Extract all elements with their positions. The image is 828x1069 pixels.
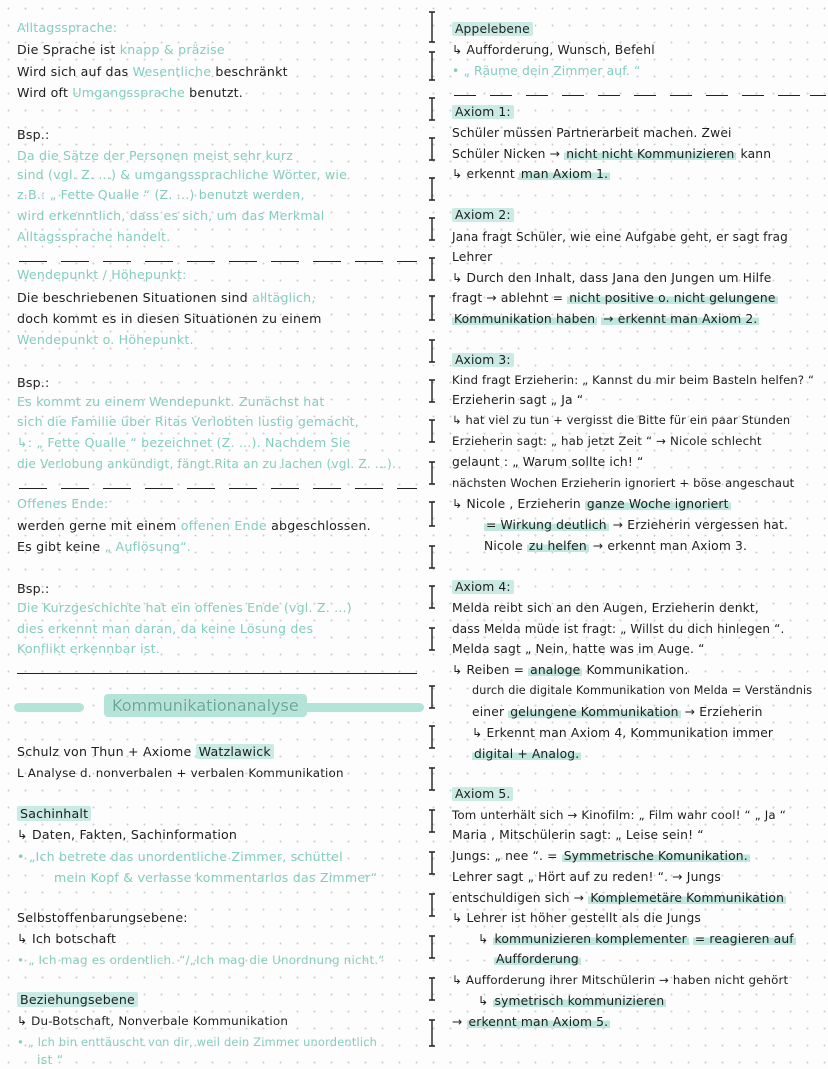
ax4-line-8 — [472, 746, 581, 762]
example-line: ↳: „ Fette Qualle “ bezeichnet (Z. ...). Nachdem Sie — [17, 435, 351, 450]
ax5-line-5 — [452, 890, 786, 906]
ax3-line-3: ↳ hat viel zu tun + vergisst die Bitte für ein paar Stunden — [452, 413, 791, 427]
appell-quote: • „ Räume dein Zimmer auf. “ — [452, 64, 641, 78]
text: fragt → ablehnt = — [452, 291, 564, 305]
appell-line: ↳ Aufforderung, Wunsch, Befehl — [452, 43, 655, 57]
text: ↳ — [478, 994, 489, 1008]
highlight: gelungene Kommunikation — [510, 705, 679, 719]
highlight: erkennt man Axiom 5. — [468, 1015, 609, 1029]
example-line: Es kommt zu einem Wendepunkt. Zunächst hat — [17, 394, 325, 409]
keyword: „ Auflösung“. — [104, 539, 192, 554]
text: einer — [472, 705, 505, 719]
spiral-binding-marks — [424, 0, 440, 1069]
sach-quote-1: • „Ich betrete das unordentliche Zimmer, schüttel — [17, 849, 343, 864]
section-rule — [17, 673, 417, 674]
ende-line-2 — [17, 539, 191, 555]
example-line: sind (vgl. Z. ...) & umgangssprachliche Wörter, wie — [17, 167, 348, 182]
text: Die Sprache ist — [17, 42, 116, 57]
ax3-line-6: nächsten Wochen Erzieherin ignoriert + böse angeschaut — [452, 476, 795, 490]
ende-line-1 — [17, 518, 371, 534]
axiom-5-heading — [452, 786, 513, 802]
text: → erkennt man Axiom 3. — [592, 539, 748, 553]
highlight: Komplemetäre Kommunikation — [590, 891, 785, 905]
banner-title: Kommunikationanalyse — [104, 694, 307, 717]
ax4-line-3: Melda sagt „ Nein, hatte was im Auge. “ — [452, 642, 705, 656]
ax3-line-2: Erzieherin sagt „ Ja “ — [452, 393, 584, 407]
ax5-line-1: Tom unterhält sich → Kinofilm: „ Film wahr cool! “ „ Ja “ — [452, 808, 786, 822]
highlight: = Wirkung deutlich — [486, 518, 607, 532]
example-line: z.B.: „ Fette Qualle “ (Z. ...) benutzt werden, — [17, 187, 305, 202]
axiom-1-heading — [452, 104, 514, 120]
example-line: sich die Familie über Ritas Verlobten lustig gemacht, — [17, 414, 359, 429]
selbstoffenbarung-heading: Selbstoffenbarungsebene: — [17, 910, 188, 925]
ax5-line-3 — [452, 848, 750, 864]
ax1-line-3 — [452, 166, 610, 182]
highlight: Watzlawick — [196, 744, 274, 759]
ax4-line-5: durch die digitale Kommunikation von Melda = Verständnis — [472, 684, 813, 697]
highlight: Axiom 2: — [452, 208, 514, 222]
ax3-line-7 — [452, 496, 731, 512]
ax3-line-9 — [484, 538, 747, 554]
beziehung-heading — [17, 992, 138, 1008]
ax5-line-11 — [452, 1014, 610, 1030]
highlight: Aufforderung — [496, 952, 579, 966]
text: Nicken → — [503, 147, 561, 161]
example-line: Alltagssprache handelt. — [17, 229, 171, 244]
alltag-line-2 — [17, 64, 288, 80]
sachinhalt-heading — [17, 806, 91, 822]
ax5-line-2: Maria , Mitschülerin sagt: „ Leise sein! “ — [452, 828, 704, 842]
example-line: Die Kurzgeschichte hat ein offenes Ende (vgl. Z. ...) — [17, 600, 352, 615]
text: benutzt. — [189, 85, 243, 100]
highlight: kommunizieren komplementer — [494, 932, 687, 946]
selbst-line: ↳ Ich botschaft — [17, 931, 117, 946]
text: entschuldigen sich → — [452, 891, 585, 905]
text: → Erzieherin vergessen hat. — [612, 518, 789, 532]
kommunikationsanalyse-banner — [14, 697, 424, 717]
ax4-line-1: Melda reibt sich an den Augen, Erzieherin denkt, — [452, 601, 759, 615]
text: Nicole — [484, 539, 523, 553]
keyword: knapp & präzise — [119, 42, 225, 57]
wendepunkt-heading: Wendepunkt / Höhepunkt: — [17, 267, 187, 282]
keyword: alltäglich, — [252, 290, 316, 305]
example-label: Bsp.: — [17, 375, 50, 390]
highlight: ganze Woche ignoriert — [586, 497, 729, 511]
text: ↳ Nicole , Erzieherin — [452, 497, 581, 511]
ax5-line-9: ↳ Aufforderung ihrer Mitschülerin → haben nicht gehört — [452, 973, 789, 987]
highlight: nicht positive o. nicht gelungene — [569, 291, 776, 305]
ax5-line-8 — [494, 951, 581, 967]
text: Kommunikation. — [586, 663, 689, 677]
alltag-line-3 — [17, 85, 243, 101]
example-label: Bsp.: — [17, 127, 50, 142]
axiom-4-heading — [452, 579, 514, 595]
highlight: zu helfen — [528, 539, 587, 553]
example-line: dies erkennt man daran, da keine Lösung des — [17, 621, 314, 636]
keyword: Umgangssprache — [72, 85, 185, 100]
text: + Axiome — [128, 744, 192, 759]
text: werden gerne mit einem — [17, 518, 177, 533]
ax2-line-3: ↳ Durch den Inhalt, dass Jana den Jungen um Hilfe — [452, 271, 772, 285]
analyse-line: L Analyse d. nonverbalen + verbalen Kommunikation — [17, 766, 344, 780]
ax2-line-5 — [452, 311, 759, 327]
ax2-line-2: Lehrer — [452, 250, 493, 264]
highlight: Kommunikation haben — [454, 312, 596, 326]
offenes-ende-heading: Offenes Ende: — [17, 496, 109, 511]
alltagssprache-heading: Alltagssprache: — [17, 20, 118, 35]
text: kann — [740, 147, 772, 161]
text: Wird oft — [17, 85, 69, 100]
example-line: Da die Sätze der Personen meist sehr kurz — [17, 148, 294, 163]
selbst-quote: • „ Ich mag es ordentlich. “/„Ich mag die Unordnung nicht.“ — [17, 953, 385, 967]
banner-bar-left — [14, 703, 84, 712]
ax4-line-7: ↳ Erkennt man Axiom 4, Kommunikation immer — [472, 726, 774, 740]
wende-line-2: doch kommt es in diesen Situationen zu einem — [17, 311, 322, 326]
highlight: digital + Analog. — [474, 747, 580, 761]
ax4-line-4 — [452, 662, 688, 678]
highlight: Axiom 5. — [452, 787, 513, 801]
ax5-line-4: Lehrer sagt „ Hört auf zu reden! “. → Jungs — [452, 870, 721, 884]
ax5-line-10 — [478, 993, 666, 1009]
ax1-line-2 — [452, 146, 771, 162]
highlight: = reagieren auf — [694, 932, 794, 946]
example-line: wird erkenntlich, dass es sich, um das Merkmal — [17, 208, 325, 223]
text: → — [452, 1015, 463, 1029]
text: Schüler — [452, 147, 500, 161]
ax3-line-1: Kind fragt Erzieherin: „ Kannst du mir beim Basteln helfen? “ — [452, 373, 815, 387]
ax5-line-7 — [478, 931, 796, 947]
ax4-line-2: dass Melda müde ist fragt: „ Willst du dich hinlegen “. — [452, 622, 785, 636]
highlight: Appelebene — [452, 22, 533, 36]
ax1-line-1: Schüler müssen Partnerarbeit machen. Zwei — [452, 126, 732, 140]
text: beschränkt — [215, 64, 288, 79]
bez-line: ↳ Du-Botschaft, Nonverbale Kommunikation — [17, 1014, 289, 1028]
example-label: Bsp.: — [17, 581, 50, 596]
sach-quote-2: mein Kopf & verlasse kommentarlos das Zimmer“ — [54, 870, 378, 885]
highlight: Beziehungsebene — [17, 992, 138, 1007]
schulz-line — [17, 744, 274, 760]
sach-line: ↳ Daten, Fakten, Sachinformation — [17, 827, 238, 842]
highlight: → erkennt man Axiom 2. — [603, 312, 758, 326]
text: ↳ Reiben = — [452, 663, 525, 677]
highlight: Sachinhalt — [17, 806, 91, 821]
text: ↳ erkennt — [452, 167, 515, 181]
highlight: Axiom 1: — [452, 105, 514, 119]
axiom-2-heading — [452, 207, 514, 223]
text: abgeschlossen. — [271, 518, 371, 533]
example-line: Konflikt erkennbar ist. — [17, 641, 160, 656]
bez-quote-2: ist “ — [37, 1052, 64, 1067]
text: Es gibt keine — [17, 539, 101, 554]
highlight: man Axiom 1. — [520, 167, 609, 181]
text: Schulz von Thun — [17, 744, 124, 759]
ax2-line-1: Jana fragt Schüler, wie eine Aufgabe geht, er sagt frag — [452, 230, 788, 244]
highlight: Axiom 4: — [452, 580, 514, 594]
example-line: die Verlobung ankündigt, fängt Rita an zu lachen (vgl. Z. ...). — [17, 457, 396, 471]
highlight: nicht nicht Kommunizieren — [566, 147, 735, 161]
ax4-line-6 — [472, 704, 763, 720]
ax3-line-8 — [484, 517, 788, 533]
alltag-line-1 — [17, 42, 225, 58]
wende-line-3: Wendepunkt o. Höhepunkt. — [17, 332, 194, 347]
bez-quote-1: • „ Ich bin enttäuscht von dir, weil dein Zimmer unordentlich — [17, 1035, 378, 1049]
wende-line-1 — [17, 290, 316, 306]
ax3-line-5: gelaunt : „ Warum sollte ich! “ — [452, 455, 644, 469]
highlight: Symmetrische Komunikation. — [563, 849, 748, 863]
keyword: Wesentliche — [132, 64, 212, 79]
axiom-3-heading — [452, 352, 514, 368]
highlight: analoge — [530, 663, 581, 677]
highlight: symetrisch kommunizieren — [494, 994, 665, 1008]
appelebene-heading — [452, 21, 533, 37]
keyword: offenen Ende — [180, 518, 267, 533]
text: ↳ — [478, 932, 489, 946]
text: → Erzieherin — [684, 705, 763, 719]
highlight: Axiom 3: — [452, 353, 514, 367]
text: Die beschriebenen Situationen sind — [17, 290, 248, 305]
ax5-line-6: ↳ Lehrer ist höher gestellt als die Jungs — [452, 911, 701, 925]
ax3-line-4: Erzieherin sagt: „ hab jetzt Zeit “ → Nicole schlecht — [452, 434, 762, 448]
text: Wird sich auf das — [17, 64, 129, 79]
text: Jungs: „ nee “. = — [452, 849, 558, 863]
ax2-line-4 — [452, 290, 778, 306]
